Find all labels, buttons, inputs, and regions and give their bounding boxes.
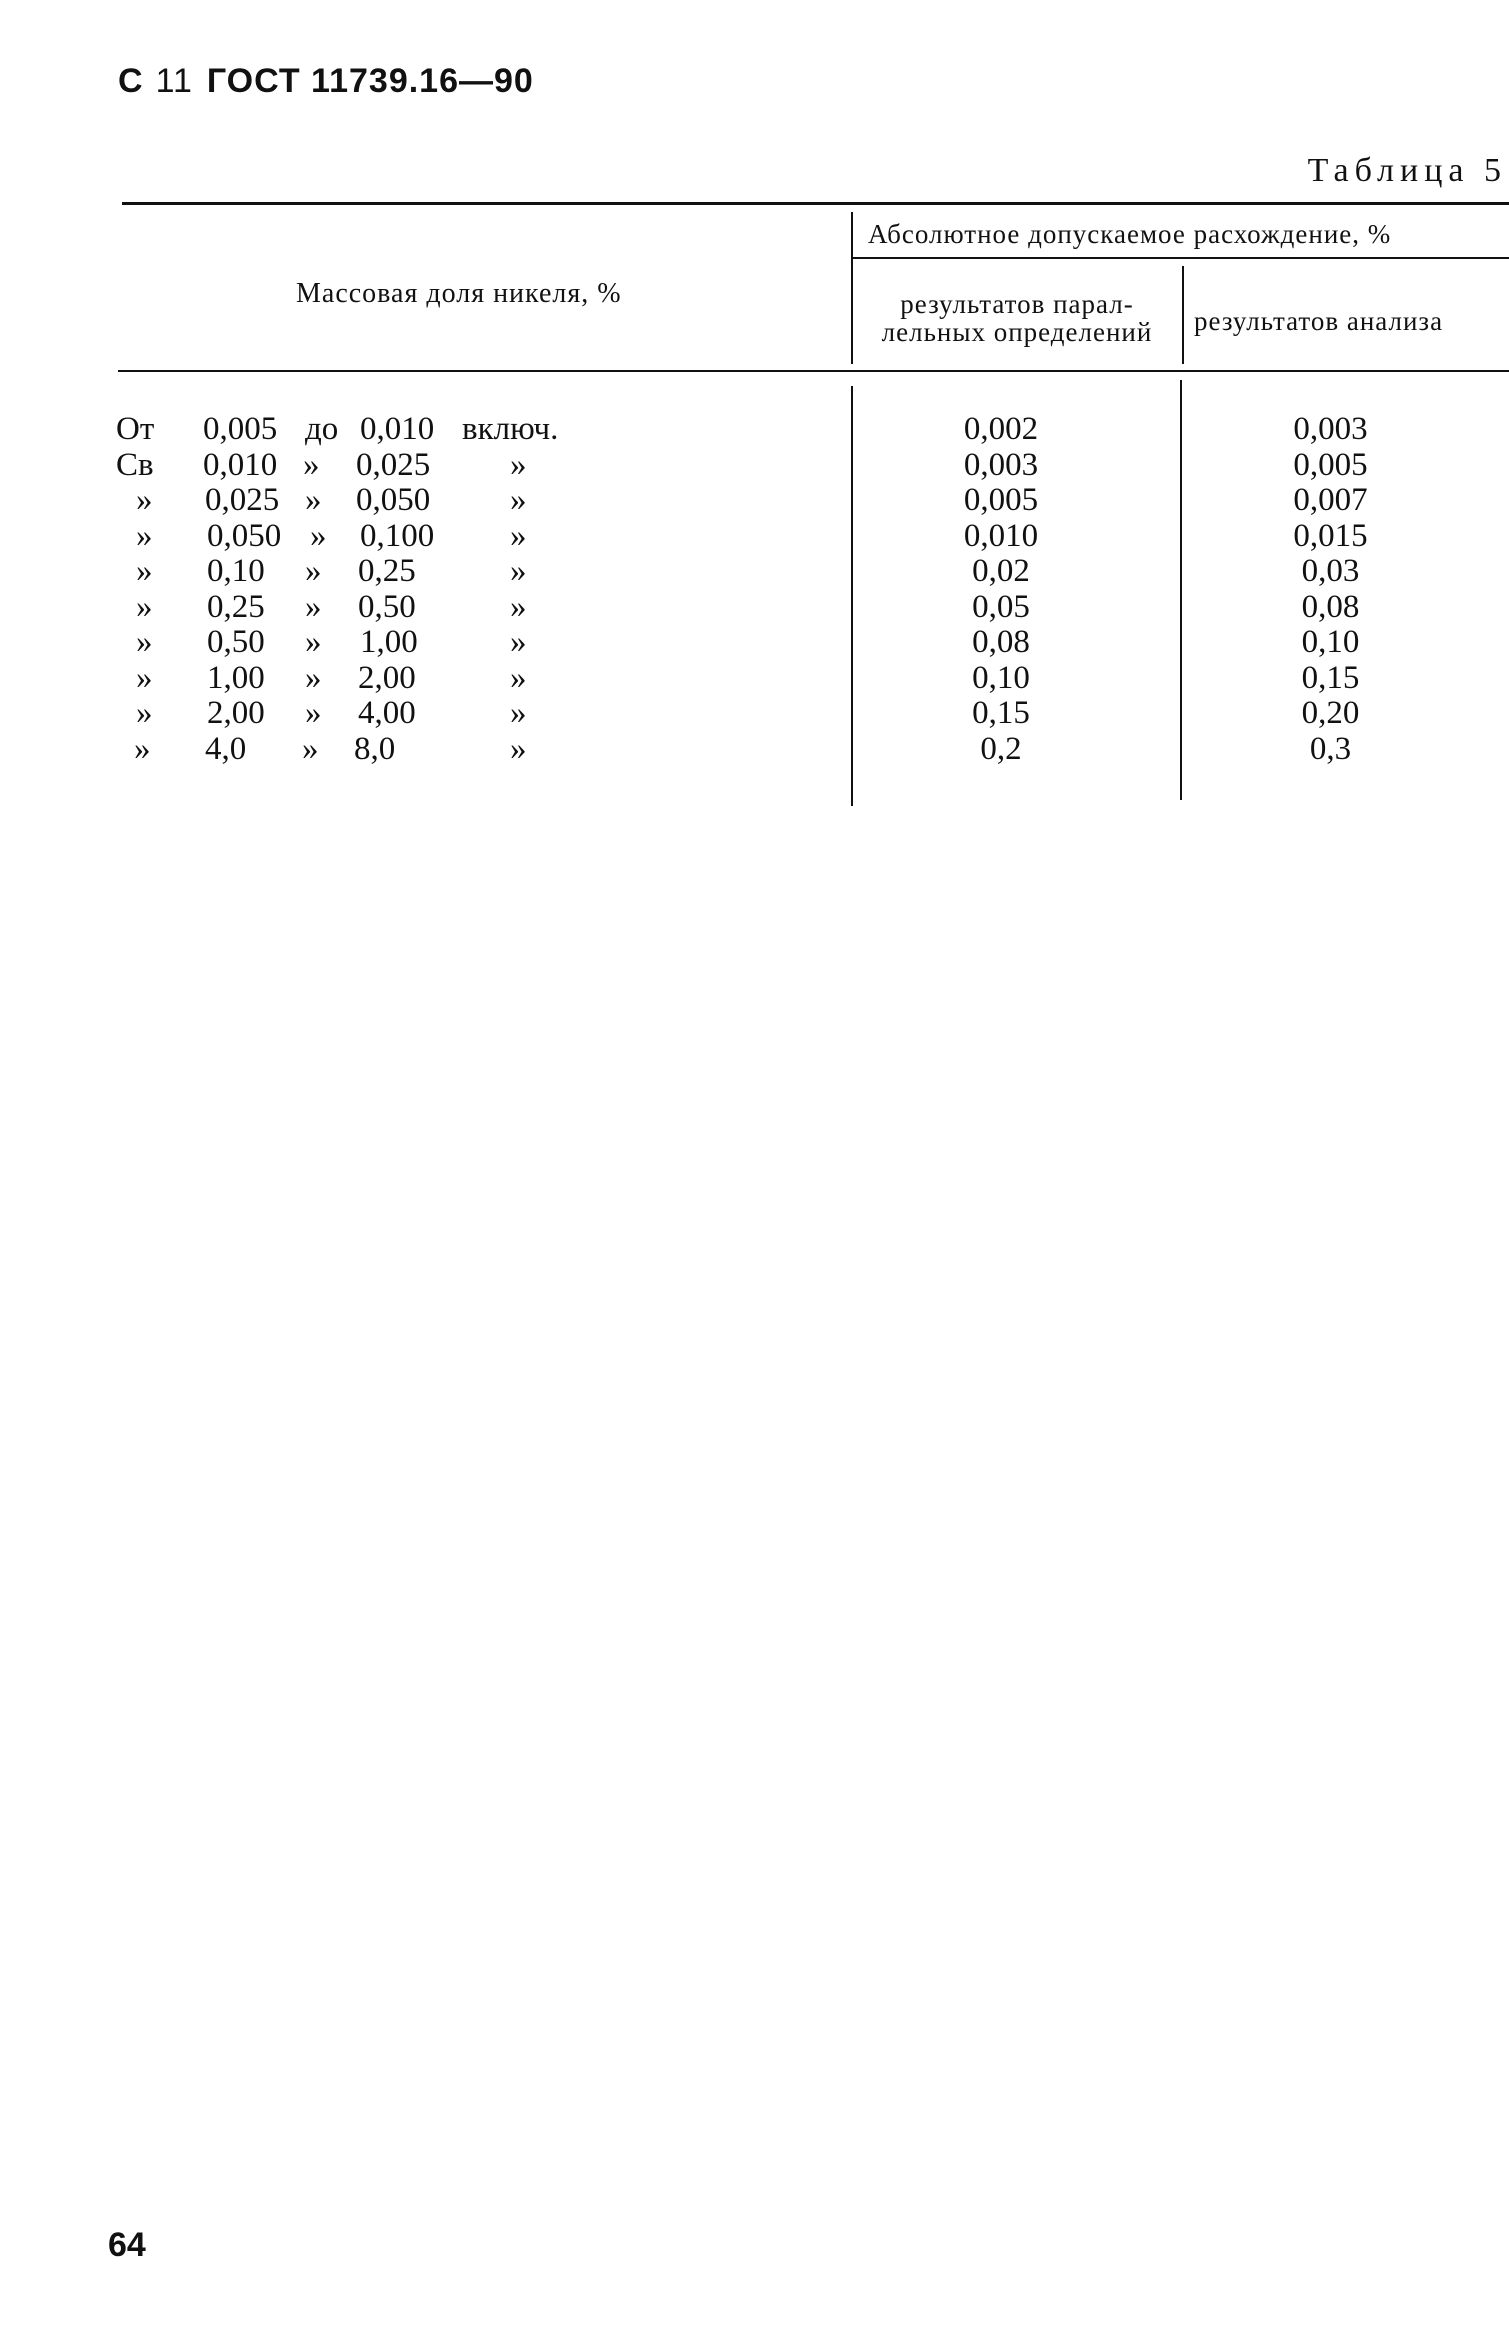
row-5-prefix: » [136, 553, 153, 589]
row-7-from: 0,50 [207, 624, 265, 660]
row-4-parallel: 0,010 [963, 517, 1039, 554]
row-9-suffix: » [510, 695, 527, 731]
column-header-analysis: результатов анализа [1194, 306, 1444, 336]
row-3-prefix: » [136, 482, 153, 518]
column-group-header: Абсолютное допускаемое расхождение, % [868, 219, 1392, 249]
row-7-to: 1,00 [360, 624, 418, 660]
row-10-analysis: 0,3 [1309, 730, 1352, 767]
row-4-to: 0,100 [360, 517, 435, 554]
row-2-suffix: » [510, 446, 527, 483]
header-bottom-rule [118, 370, 1509, 372]
row-10-separator: » [302, 730, 319, 767]
row-10-prefix: » [134, 730, 151, 767]
column-header-nickel-fraction: Массовая доля никеля, % [296, 278, 622, 309]
row-8-parallel: 0,10 [972, 659, 1030, 696]
row-10-suffix: » [510, 730, 527, 767]
row-8-prefix: » [136, 659, 153, 696]
row-4-separator: » [310, 517, 327, 554]
row-10-to: 8,0 [354, 730, 396, 767]
row-8-from: 1,00 [207, 659, 265, 696]
row-5-to: 0,25 [358, 553, 416, 589]
row-3-parallel: 0,005 [963, 482, 1039, 518]
row-9-to: 4,00 [358, 695, 416, 731]
row-9-from: 2,00 [207, 695, 265, 731]
row-8-analysis: 0,15 [1301, 659, 1360, 696]
row-5-parallel: 0,02 [972, 553, 1030, 589]
row-5-from: 0,10 [207, 553, 265, 589]
row-5-separator: » [305, 553, 322, 589]
column-divider-2-header [1182, 266, 1184, 364]
group-header-rule [853, 257, 1509, 259]
row-2-prefix: Св [116, 446, 154, 483]
row-6-analysis: 0,08 [1301, 588, 1360, 625]
column-header-parallel [852, 290, 1182, 346]
header-prefix: С [118, 62, 144, 100]
row-6-separator: » [305, 588, 322, 625]
row-1-parallel: 0,002 [963, 411, 1039, 447]
page-header [118, 62, 534, 101]
row-2-to: 0,025 [356, 446, 431, 483]
row-7-prefix: » [136, 624, 153, 660]
row-4-prefix: » [136, 517, 153, 554]
row-1-suffix: включ. [462, 411, 559, 447]
header-page-ref: 11 [155, 62, 193, 100]
row-1-from: 0,005 [203, 411, 278, 447]
row-10-parallel: 0,2 [980, 730, 1022, 767]
row-3-from: 0,025 [205, 482, 280, 518]
row-6-suffix: » [510, 588, 527, 625]
page-number: 64 [108, 2226, 146, 2264]
row-6-parallel: 0,05 [972, 588, 1030, 625]
row-9-parallel: 0,15 [972, 695, 1030, 731]
row-3-suffix: » [510, 482, 527, 518]
row-8-to: 2,00 [358, 659, 416, 696]
row-5-analysis: 0,03 [1301, 553, 1360, 589]
row-4-suffix: » [510, 517, 527, 554]
table-caption: Таблица 5 [1307, 152, 1507, 189]
row-2-from: 0,010 [203, 446, 278, 483]
row-3-analysis: 0,007 [1293, 482, 1368, 518]
row-8-separator: » [305, 659, 322, 696]
row-2-parallel: 0,003 [963, 446, 1039, 483]
header-standard: ГОСТ 11739.16—90 [206, 62, 534, 100]
row-4-from: 0,050 [207, 517, 282, 554]
row-3-to: 0,050 [356, 482, 431, 518]
column-header-parallel-line1: результатов парал- [900, 289, 1134, 319]
row-3-separator: » [305, 482, 322, 518]
row-1-separator: до [305, 411, 339, 447]
table-top-rule [122, 202, 1509, 205]
row-7-separator: » [305, 624, 322, 660]
row-4-analysis: 0,015 [1293, 517, 1368, 554]
row-7-suffix: » [510, 624, 527, 660]
row-1-analysis: 0,003 [1293, 411, 1368, 447]
row-7-parallel: 0,08 [972, 624, 1030, 660]
row-6-from: 0,25 [207, 588, 265, 625]
row-7-analysis: 0,10 [1301, 624, 1360, 660]
row-9-analysis: 0,20 [1301, 695, 1360, 731]
column-header-parallel-line2: лельных определений [881, 317, 1153, 347]
row-1-to: 0,010 [360, 411, 435, 447]
row-9-prefix: » [136, 695, 153, 731]
row-2-separator: » [303, 446, 320, 483]
row-5-suffix: » [510, 553, 527, 589]
row-9-separator: » [305, 695, 322, 731]
row-2-analysis: 0,005 [1293, 446, 1368, 483]
row-10-from: 4,0 [205, 730, 247, 767]
row-6-to: 0,50 [358, 588, 416, 625]
row-6-prefix: » [136, 588, 153, 625]
row-8-suffix: » [510, 659, 527, 696]
row-1-prefix: От [116, 411, 155, 447]
